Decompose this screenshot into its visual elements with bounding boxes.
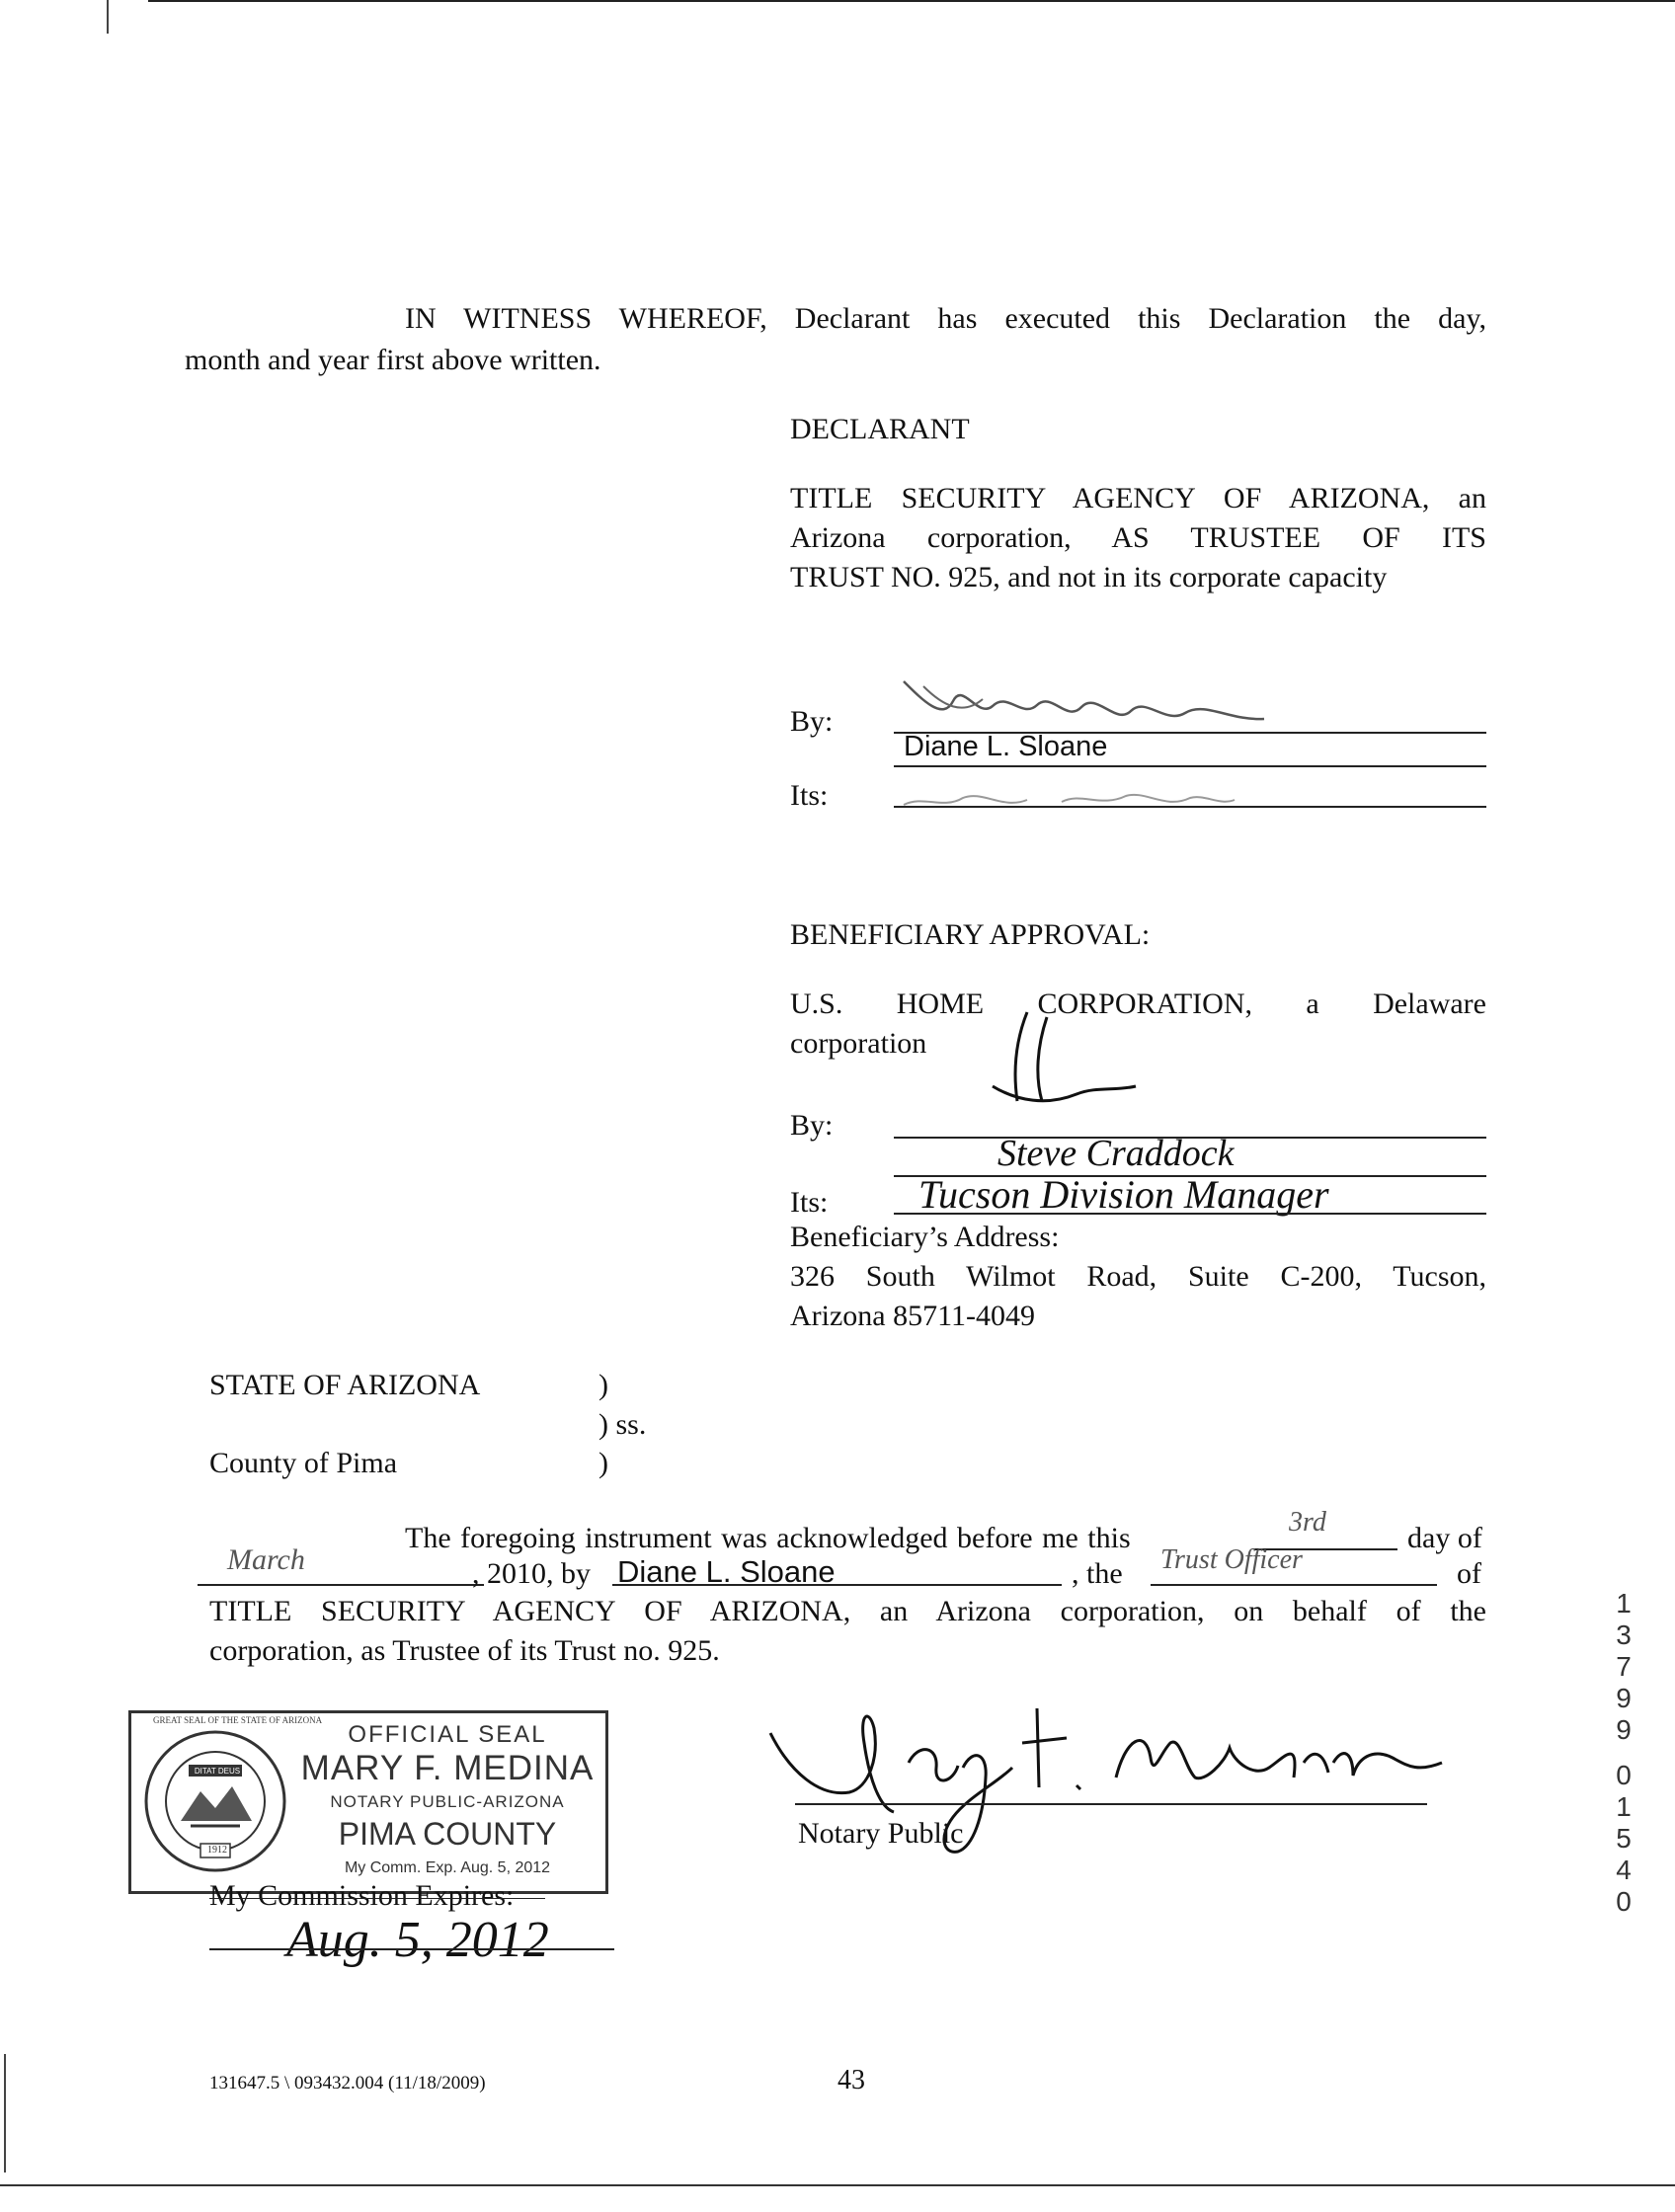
- ack-line-1-text: The foregoing instrument was acknowledged before me this: [405, 1522, 1131, 1554]
- notary-seal-stamp: [128, 1710, 608, 1894]
- recording-digit: 5: [1616, 1823, 1632, 1854]
- declarant-heading: DECLARANT: [790, 413, 970, 445]
- venue-county: County of Pima: [209, 1447, 398, 1479]
- seal-line-3: NOTARY PUBLIC-ARIZONA: [330, 1792, 565, 1811]
- recording-digit: 7: [1616, 1651, 1632, 1682]
- recording-digit: 1: [1616, 1791, 1632, 1822]
- ack-title-handwritten: Trust Officer: [1160, 1544, 1303, 1575]
- beneficiary-signer-handwritten: Steve Craddock: [997, 1133, 1235, 1174]
- ack-the-text: , the: [1072, 1557, 1123, 1590]
- witness-line-1: IN WITNESS WHEREOF, Declarant has executed this Declaration the day,: [405, 302, 1486, 335]
- beneficiary-its-line: [894, 1213, 1486, 1215]
- notary-signature-line: [795, 1803, 1427, 1805]
- recording-digit: 1: [1616, 1588, 1632, 1619]
- declarant-name-line: [894, 765, 1486, 767]
- commission-date-handwritten: Aug. 5, 2012: [286, 1912, 549, 1968]
- ack-year-text: , 2010, by: [472, 1557, 591, 1590]
- witness-line-2: month and year first above written.: [185, 344, 601, 376]
- page-number: 43: [838, 2065, 865, 2095]
- declarant-entity-line-1: TITLE SECURITY AGENCY OF ARIZONA, an: [790, 482, 1486, 514]
- seal-line-1: OFFICIAL SEAL: [348, 1721, 547, 1748]
- seal-motto: DITAT DEUS: [194, 1767, 241, 1776]
- declarant-entity-line-2: Arizona corporation, AS TRUSTEE OF ITS: [790, 521, 1486, 554]
- recording-digit: 0: [1616, 1760, 1632, 1790]
- seal-line-2: MARY F. MEDINA: [300, 1749, 595, 1787]
- seal-ring-text: GREAT SEAL OF THE STATE OF ARIZONA: [153, 1715, 323, 1725]
- venue-ss: ) ss.: [598, 1408, 647, 1441]
- beneficiary-address-label: Beneficiary’s Address:: [790, 1221, 1060, 1253]
- seal-year: 1912: [207, 1845, 227, 1856]
- ack-of-text: of: [1457, 1557, 1481, 1590]
- scan-mark: [107, 0, 109, 34]
- beneficiary-title-handwritten: Tucson Division Manager: [918, 1172, 1329, 1217]
- beneficiary-its-label: Its:: [790, 1186, 829, 1219]
- scan-top-border: [148, 0, 1675, 2]
- recording-digit: 4: [1616, 1855, 1632, 1885]
- beneficiary-heading: BENEFICIARY APPROVAL:: [790, 918, 1151, 951]
- ack-line-4: corporation, as Trustee of its Trust no. 925.: [209, 1634, 720, 1667]
- notary-public-label: Notary Public: [798, 1817, 964, 1850]
- ack-signer-typed: Diane L. Sloane: [617, 1554, 836, 1589]
- venue-paren-3: ): [598, 1447, 608, 1479]
- declarant-by-label: By:: [790, 705, 834, 738]
- declarant-title-scribble: [894, 780, 1249, 820]
- declarant-signer-name: Diane L. Sloane: [904, 731, 1108, 762]
- ack-month-line: [198, 1584, 484, 1586]
- ack-line-3: TITLE SECURITY AGENCY OF ARIZONA, an Arizona corporation, on behalf of the: [209, 1595, 1486, 1627]
- ack-signer-line: [612, 1584, 1062, 1586]
- declarant-its-line: [894, 806, 1486, 808]
- beneficiary-initials: [988, 1007, 1146, 1116]
- beneficiary-address-line-2: Arizona 85711-4049: [790, 1300, 1035, 1332]
- scan-left-edge: [4, 2054, 6, 2172]
- ack-month-handwritten: March: [227, 1543, 305, 1576]
- beneficiary-by-label: By:: [790, 1109, 834, 1142]
- seal-line-4: PIMA COUNTY: [338, 1816, 557, 1852]
- commission-date-line: [209, 1948, 614, 1950]
- beneficiary-entity-line-1: U.S. HOME CORPORATION, a Delaware: [790, 988, 1486, 1020]
- footer-doc-ref: 131647.5 \ 093432.004 (11/18/2009): [209, 2073, 486, 2094]
- declarant-by-line: [894, 732, 1486, 734]
- declarant-entity-line-3: TRUST NO. 925, and not in its corporate capacity: [790, 561, 1388, 593]
- scan-bottom-edge: [0, 2184, 1675, 2186]
- venue-state: STATE OF ARIZONA: [209, 1369, 481, 1401]
- declarant-its-label: Its:: [790, 779, 829, 812]
- seal-line-5: My Comm. Exp. Aug. 5, 2012: [344, 1859, 551, 1876]
- beneficiary-entity-line-2: corporation: [790, 1027, 927, 1060]
- ack-title-line: [1151, 1584, 1437, 1586]
- commission-label: My Commission Expires:: [209, 1879, 515, 1912]
- recording-digit: 0: [1616, 1886, 1632, 1917]
- recording-digit: 3: [1616, 1620, 1632, 1650]
- recording-digit: 9: [1616, 1683, 1632, 1713]
- beneficiary-address-line-1: 326 South Wilmot Road, Suite C-200, Tucson,: [790, 1260, 1486, 1293]
- ack-day-handwritten: 3rd: [1289, 1507, 1326, 1538]
- venue-paren-1: ): [598, 1369, 608, 1401]
- ack-day-of: day of: [1407, 1522, 1482, 1554]
- commission-label-strike: [209, 1898, 545, 1899]
- recording-digit: 9: [1616, 1714, 1632, 1745]
